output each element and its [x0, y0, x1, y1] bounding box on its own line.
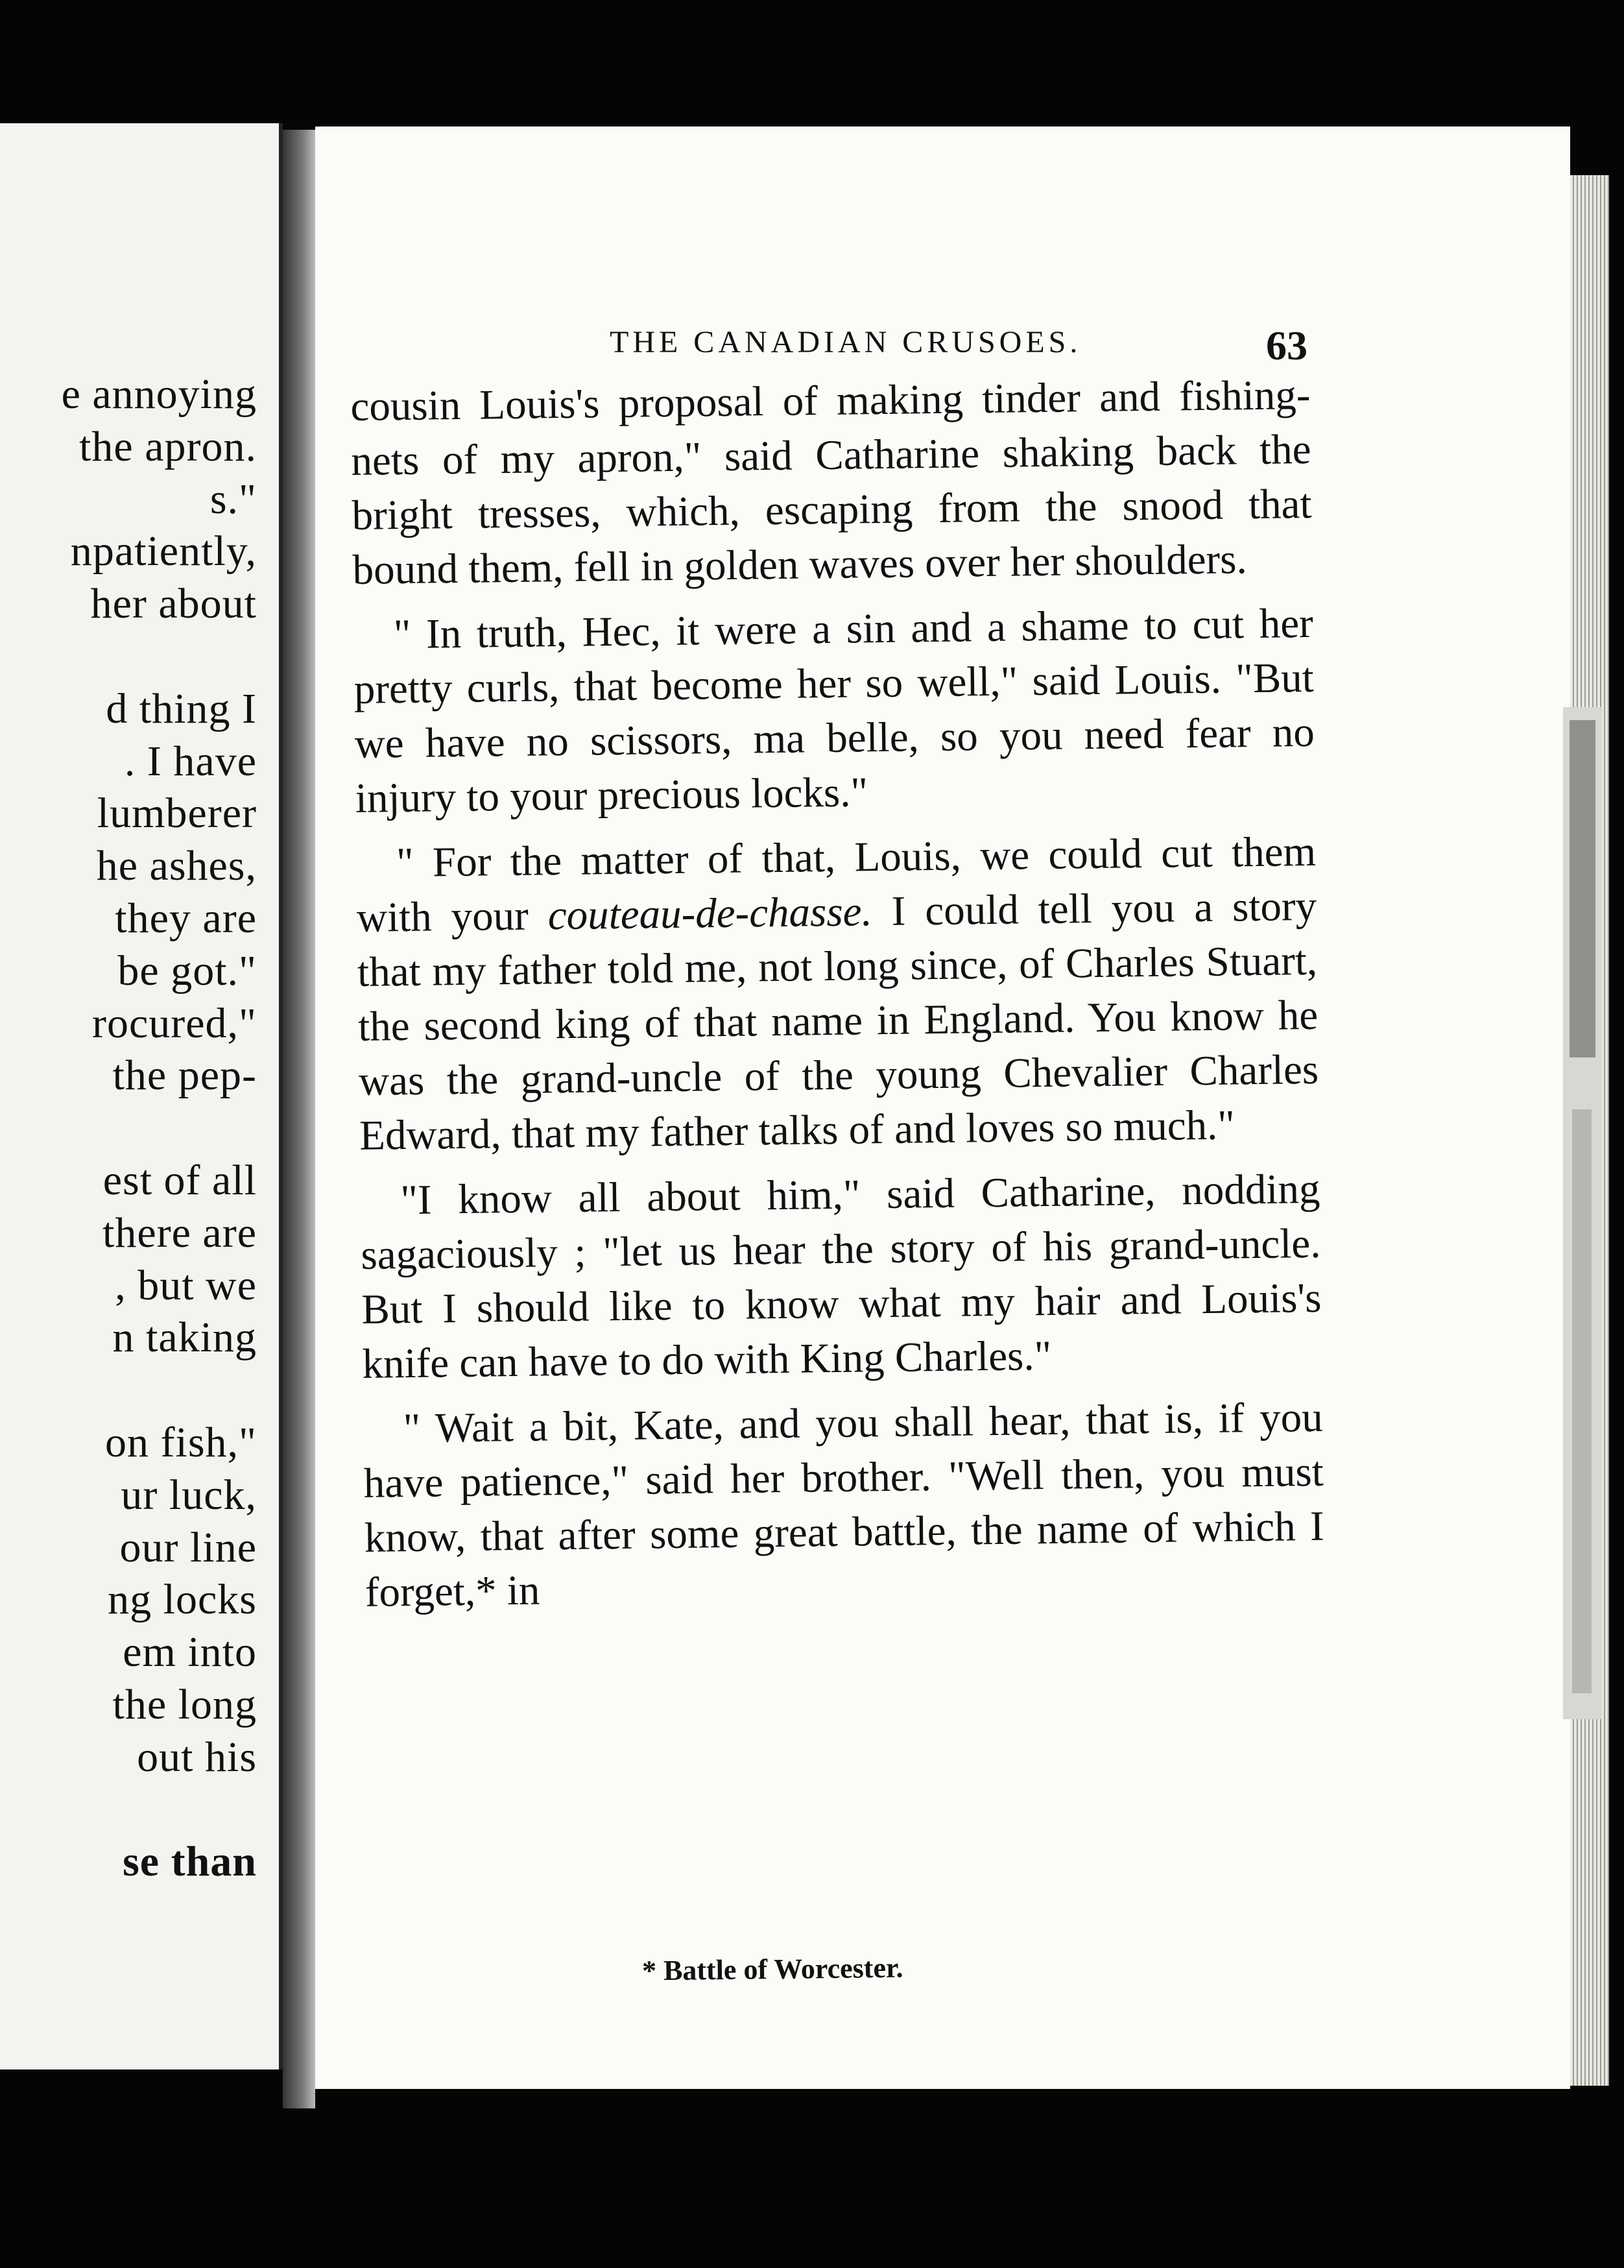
paragraph-3-start: " For the matter of that, Louis, we could cut them with your	[356, 828, 1317, 941]
left-page-line: se than	[123, 1838, 257, 1886]
paragraph-2: " In truth, Hec, it were a sin and a shame to cut her pretty curls, that become her so well," said Louis. "But we have no scissors, ma belle, so you need fear no injury to your precious locks."	[353, 599, 1315, 822]
paragraph-3-rest: I could tell you a story that my father told me, not long since, of Charles Stuart, the second king of that name in England. You know he was the grand-uncle of the young Chevalier Charles Edward, that my father talks of and loves so much."	[357, 882, 1319, 1159]
cover-spine-strip	[1563, 707, 1602, 1719]
left-page-line: they are	[115, 895, 257, 942]
body-text	[350, 368, 1325, 1620]
left-page-line: rocured,"	[92, 999, 257, 1047]
left-page-line: e annoying	[61, 370, 257, 418]
left-page-line: est of all	[102, 1157, 257, 1204]
left-page-line: the pep-	[112, 1052, 257, 1100]
paragraph-1: cousin Louis's proposal of making tinder and fishing-nets of my apron," said Catharine shaking back the bright tresses, which, escaping from the snood that bound them, fell in golden waves over her shoulders.	[350, 371, 1312, 594]
left-page-line: he ashes,	[96, 842, 257, 890]
paragraph-5: " Wait a bit, Kate, and you shall hear, that is, if you have patience," said her brother. "Well then, you must know, that after some great battle, the name of which I forget,* in	[363, 1393, 1325, 1616]
left-facing-page	[0, 123, 283, 2069]
left-page-line: ur luck,	[121, 1471, 257, 1519]
left-page-line: her about	[90, 580, 257, 628]
book-gutter	[283, 130, 315, 2108]
left-page-line: the long	[112, 1681, 257, 1728]
page-number: 63	[1266, 322, 1308, 368]
left-page-line: n taking	[112, 1314, 257, 1362]
italic-phrase: couteau-de-chasse.	[547, 888, 873, 939]
paragraph-4: "I know all about him," said Catharine, nodding sagaciously ; "let us hear the story of his grand-uncle. But I should like to know what my hair and Louis's knife can have to do with King Charles."	[361, 1165, 1322, 1388]
left-page-line: our line	[119, 1523, 257, 1571]
running-head: THE CANADIAN CRUSOES.	[610, 325, 1082, 359]
left-page-line: s."	[209, 475, 257, 523]
paragraph-3	[356, 825, 1320, 1163]
left-page-line: out his	[137, 1733, 257, 1781]
footnote: * Battle of Worcester.	[641, 1951, 903, 1987]
left-page-line: ng locks	[108, 1576, 257, 1624]
left-page-line: . I have	[124, 737, 257, 785]
left-page-line: npatiently,	[70, 527, 257, 575]
left-page-line: em into	[123, 1628, 257, 1676]
left-page-line: lumberer	[97, 790, 257, 838]
left-page-line: the apron.	[79, 422, 257, 470]
left-page-line: d thing I	[106, 684, 257, 732]
left-page-line: on fish,"	[105, 1419, 257, 1466]
left-page-line: there are	[102, 1209, 257, 1257]
left-page-line: , but we	[115, 1261, 257, 1309]
left-page-line: be got."	[117, 947, 257, 995]
